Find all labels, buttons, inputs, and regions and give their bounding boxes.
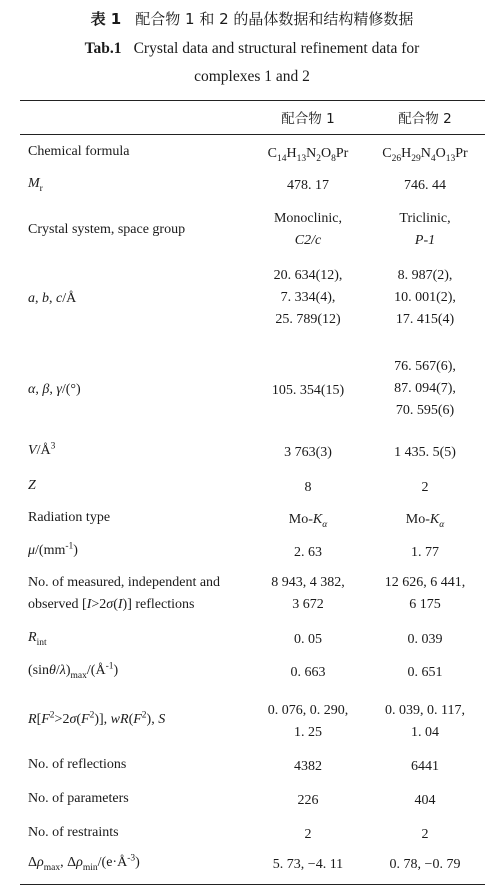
num-reflections-1: 4382: [294, 759, 322, 774]
row-label-cell-angles: α, β, γ/(°): [28, 382, 81, 397]
radiation-complex-1: $Mo-K_\alpha$: [288, 512, 328, 530]
mu-complex-2: 1. 77: [411, 545, 439, 560]
delta-rho-complex-2: 0. 78, −0. 79: [389, 857, 461, 872]
row-label-z: Z: [28, 478, 36, 493]
row-label-measured-reflections: No. of measured, independent and observed [I>2σ(I)] reflections: [28, 575, 221, 612]
formula-complex-2: $C_{26}H_{29}N_4O_{13}Pr$: [382, 146, 468, 164]
cell-b-2: 10. 001(2),: [394, 290, 456, 305]
r-factors-complex-1: [248, 700, 368, 744]
reflections-observed-1: 3 672: [292, 597, 324, 612]
row-label-reflections: No. of reflections: [28, 757, 127, 772]
cell-c-2: 17. 415(4): [395, 312, 455, 327]
row-label-restraints: No. of restraints: [28, 825, 119, 840]
row-label-mr: $M_r$: [28, 176, 43, 194]
row-label-volume: $V/Å^3$: [28, 441, 56, 458]
table-caption-cn: [0, 8, 504, 29]
row-label-cell-lengths: a, b, c/Å: [28, 291, 77, 306]
table-title-en-line1: Crystal data and structural refinement data for: [133, 40, 420, 57]
reflections-measured-1: 8 943, 4 382,: [271, 575, 345, 590]
row-label-parameters: No. of parameters: [28, 791, 129, 806]
cell-lengths-complex-2: [365, 265, 485, 331]
cell-alpha-2: 76. 567(6),: [394, 359, 456, 374]
reflections-measured-2: 12 626, 6 441,: [384, 575, 466, 590]
top-rule: [20, 100, 485, 101]
cell-b-1: 7. 334(4),: [280, 290, 336, 305]
bottom-rule: [20, 884, 485, 885]
space-group-2: P-1: [414, 233, 436, 248]
header-rule: [20, 134, 485, 135]
num-parameters-2: 404: [414, 793, 436, 808]
row-label-sin-theta-lambda: $(\sin\theta/\lambda)_{max}/(Å^{-1})$: [28, 661, 119, 681]
space-group-1: C2/c: [294, 233, 322, 248]
row-label-crystal-system: Crystal system, space group: [28, 222, 186, 237]
table-label-cn: 表 1: [90, 10, 122, 28]
volume-complex-2: 1 435. 5(5): [394, 445, 456, 460]
reflections-complex-2: [365, 572, 485, 616]
num-restraints-2: 2: [421, 827, 429, 842]
crystal-system-1: Monoclinic,: [273, 211, 343, 226]
cell-beta-2: 87. 094(7),: [394, 381, 456, 396]
row-label-radiation: Radiation type: [28, 510, 111, 525]
rint-complex-1: 0. 05: [294, 632, 322, 647]
row-label-r-factors: $R[F^2>2\sigma(F^2)]$, $wR(F^2)$, S: [28, 710, 166, 727]
row-label-delta-rho: $\Delta\rho_{max}$, $\Delta\rho_{min}/(e\cdot Å^{-3})$: [28, 853, 140, 873]
radiation-complex-2: $Mo-K_\alpha$: [405, 512, 445, 530]
z-complex-2: 2: [421, 480, 429, 495]
column-header-1: 配合物 1: [281, 111, 335, 127]
cell-beta-1: 105. 354(15): [271, 383, 345, 398]
num-restraints-1: 2: [304, 827, 312, 842]
table-caption-en: [0, 40, 504, 58]
cell-gamma-2: 70. 595(6): [395, 403, 455, 418]
mu-complex-1: 2. 63: [294, 545, 322, 560]
cell-lengths-complex-1: [248, 265, 368, 331]
reflections-complex-1: [248, 572, 368, 616]
r-wr-2: 0. 039, 0. 117,: [385, 703, 465, 718]
z-complex-1: 8: [304, 480, 312, 495]
crystal-system-complex-1: [248, 208, 368, 252]
row-label-mu: $\mu/(mm^{-1})$: [28, 541, 78, 558]
num-reflections-2: 6441: [411, 759, 439, 774]
cell-angles-complex-2: [365, 356, 485, 422]
sin-theta-complex-2: 0. 651: [407, 665, 443, 680]
r-wr-1: 0. 076, 0. 290,: [267, 703, 349, 718]
cell-angles-complex-1: [248, 380, 368, 402]
table-title-cn: 配合物 1 和 2 的晶体数据和结构精修数据: [135, 10, 414, 28]
sin-theta-complex-1: 0. 663: [290, 665, 326, 680]
r-factors-complex-2: [365, 700, 485, 744]
cell-c-1: 25. 789(12): [275, 312, 341, 327]
row-label-rint: $R_{int}$: [28, 630, 47, 648]
rint-complex-2: 0. 039: [407, 632, 443, 647]
table-title-en-line2: complexes 1 and 2: [194, 68, 310, 85]
column-header-2: 配合物 2: [398, 111, 452, 127]
reflections-observed-2: 6 175: [409, 597, 441, 612]
row-label-chemical-formula: Chemical formula: [28, 144, 130, 159]
table-label-en: Tab.1: [84, 40, 122, 57]
crystal-system-complex-2: [365, 208, 485, 252]
volume-complex-1: 3 763(3): [284, 445, 332, 460]
mr-complex-2: 746. 44: [404, 178, 446, 193]
mr-complex-1: 478. 17: [287, 178, 329, 193]
num-parameters-1: 226: [297, 793, 319, 808]
formula-complex-1: $C_{14}H_{13}N_2O_8Pr$: [267, 146, 349, 164]
crystal-system-2: Triclinic,: [399, 211, 451, 226]
delta-rho-complex-1: 5. 73, −4. 11: [272, 857, 344, 872]
cell-a-1: 20. 634(12),: [273, 268, 343, 283]
s-1: 1. 25: [294, 725, 322, 740]
cell-a-2: 8. 987(2),: [397, 268, 453, 283]
s-2: 1. 04: [411, 725, 439, 740]
